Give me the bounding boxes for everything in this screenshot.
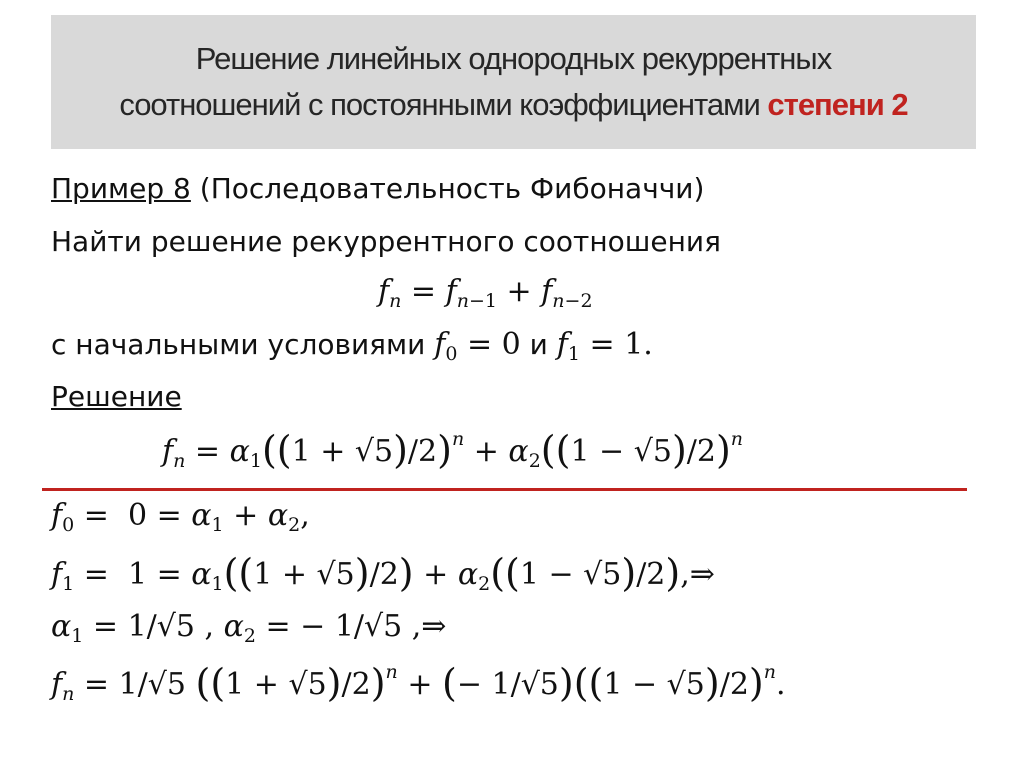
example-label: Пример 8 [51, 172, 191, 205]
title-line-1: Решение линейных однородных рекуррентных [195, 41, 832, 76]
initial-prefix: с начальными условиями [51, 328, 426, 361]
solution-label: Решение [51, 380, 182, 413]
equation-f0: $f_0 = 0 = \alpha_1 + \alpha_2$, [51, 498, 310, 536]
slide-title [119, 36, 907, 128]
divider-line [42, 488, 967, 491]
title-bar [51, 15, 976, 149]
title-accent: степени 2 [767, 87, 908, 122]
title-line-2: соотношений с постоянными коэффициентами [119, 87, 760, 122]
and-word: и [529, 328, 548, 361]
general-solution: $f_n = \alpha_1((1 + √5)/2)^n + \alpha_2((1 - √5)/2)^n$ [162, 428, 744, 472]
task-text: Найти решение рекуррентного соотношения [51, 225, 721, 258]
example-desc: (Последовательность Фибоначчи) [199, 172, 705, 205]
recurrence-formula: $f_n = f_{n-1} + f_{n-2}$ [378, 274, 593, 312]
equation-alphas: $\alpha_1 = 1/√5$ , $\alpha_2$ = − 1/√5 ,⇒ [51, 609, 447, 647]
equation-f1: $f_1 = 1 = \alpha_1((1 + √5)/2) + \alpha_2((1$ − √5)/2),⇒ [51, 551, 715, 595]
initial-conditions: с начальными условиями $f_0 = 0$ и $f_1 = 1$. [51, 327, 653, 365]
example-heading [51, 172, 704, 205]
final-solution: $f_n = 1/√5$ $((1 + √5)/2)^n$ + (− $1/√5)((1 - √5)/2)^n$. [51, 661, 786, 705]
